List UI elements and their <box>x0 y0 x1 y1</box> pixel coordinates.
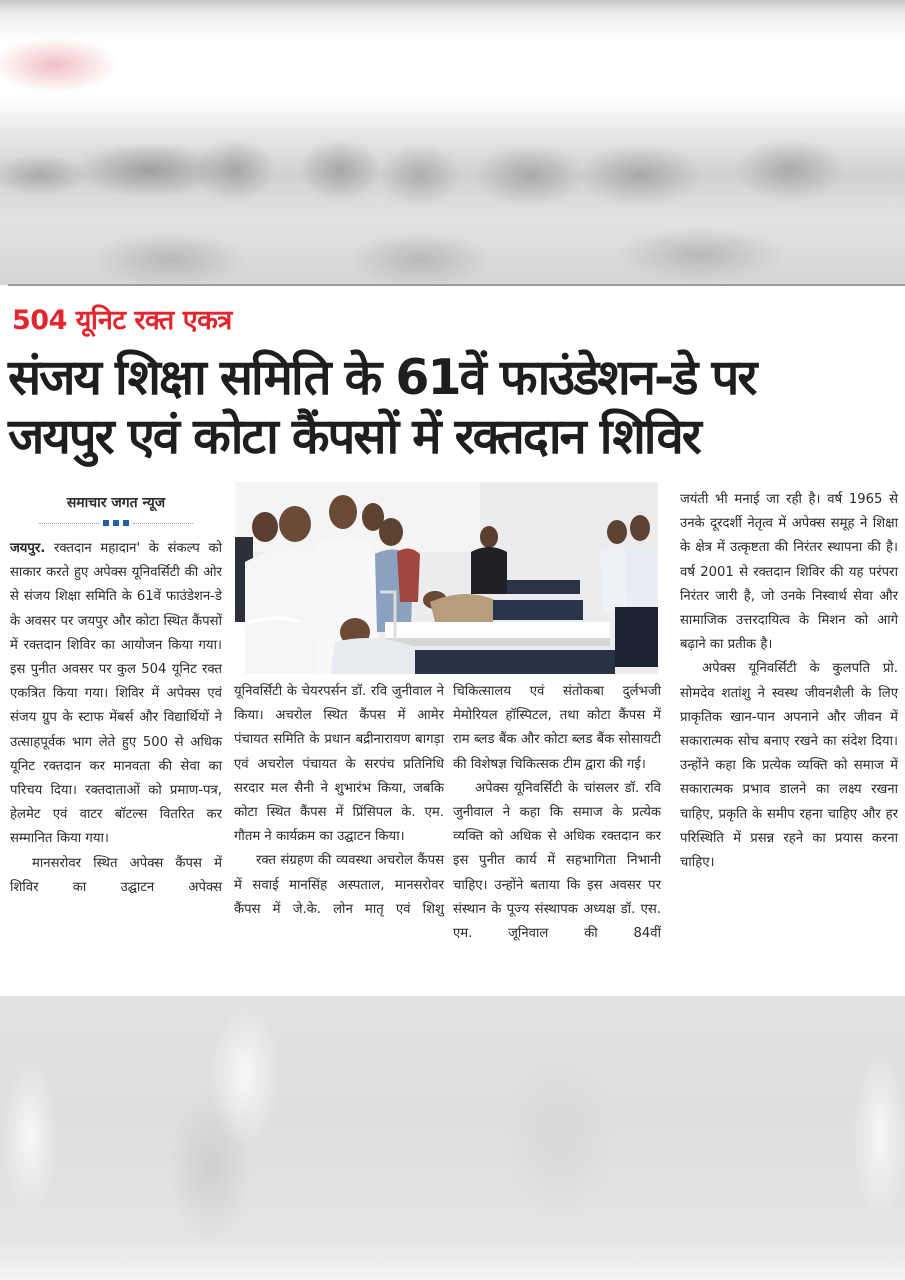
byline-source: समाचार जगत न्यूज <box>66 495 166 511</box>
paragraph: जयपुर. रक्तदान महादान' के संकल्प को साकार करते हुए अपेक्स यूनिवर्सिटी की ओर से संजय शिक्षा समिति के 61वें फाउंडेशन-डे के अवसर पर जयपुर और कोटा स्थित कैंपसों में रक्तदान शिविर का आयोजन किया गया। इस पुनीत अवसर पर कुल 504 यूनिट रक्त एकत्रित किया गया। शिविर में अपेक्स एवं संजय ग्रुप के स्टाफ मेंबर्स और विद्यार्थियों ने उत्साहपूर्वक भाग लेते हुए 500 से अधिक यूनिट रक्तदान कर मानवता की सेवा का परिचय दिया। रक्तदाताओं को प्रमाण-पत्र, हेलमेट एवं वाटर बॉटल्स वितरित कर सम्मानित किया गया। <box>10 541 222 847</box>
paragraph: यूनिवर्सिटी के चेयरपर्सन डॉ. रवि जुनीवाल ने किया। अचरोल स्थित कैंपस में आमेर पंचायत समिति के प्रधान बद्रीनारायण बागड़ा एवं अचरोल पंचायत के सरपंच प्रतिनिधि सरदार मल सैनी ने शुभारंभ किया, जबकि कोटा स्थित कैंपस में प्रिंसिपल के. एम. गौतम ने कार्यक्रम का उद्घाटन किया। <box>234 684 444 845</box>
article-column-2 <box>234 680 444 922</box>
byline <box>10 493 222 526</box>
paragraph: चिकित्सालय एवं संतोकबा दुर्लभजी मेमोरियल हॉस्पिटल, तथा कोटा कैंपस में राम ब्लड बैंक और कोटा ब्लड बैंक सोसायटी की विशेषज्ञ चिकित्सक टीम द्वारा की गई। <box>453 684 661 772</box>
blood-donation-camp-photo <box>235 482 658 674</box>
paragraph: जयंती भी मनाई जा रही है। वर्ष 1965 से उनके दूरदर्शी नेतृत्व में अपेक्स समूह ने शिक्षा के क्षेत्र में उत्कृष्टता की निरंतर स्थापना की है। वर्ष 2001 से रक्तदान शिविर की यह परंपरा निरंतर जारी है, जो उनके निस्वार्थ सेवा और सामाजिक उत्तरदायित्व के मिशन को आगे बढ़ाने का प्रतीक है। <box>680 492 898 653</box>
article-column-3 <box>453 680 661 946</box>
blurred-footer-region <box>0 996 905 1280</box>
news-photo <box>235 482 658 674</box>
article-column-1 <box>10 537 222 900</box>
dateline: जयपुर. <box>10 541 46 556</box>
square-marker-icon <box>123 520 129 526</box>
article-column-4 <box>680 488 898 875</box>
paragraph: अपेक्स यूनिवर्सिटी के चांसलर डॉ. रवि जुनीवाल ने कहा कि समाज के प्रत्येक व्यक्ति को अधिक से अधिक रक्तदान कर इस पुनीत कार्य में सहभागिता निभानी चाहिए। उन्होंने बताया कि इस अवसर पर संस्थान के पूज्य संस्थापक अध्यक्ष डॉ. एस. एम. जूनिवाल की 84वीं <box>453 780 661 942</box>
headline-line-1: संजय शिक्षा समिति के 61वें फाउंडेशन-डे पर <box>8 349 756 406</box>
paragraph: रक्त संग्रहण की व्यवस्था अचरोल कैंपस में सवाई मानसिंह अस्पताल, मानसरोवर कैंपस में जे.के. लोन मातृ एवं शिशु <box>234 853 444 917</box>
headline-line-2: जयपुर एवं कोटा कैंपसों में रक्तदान शिविर <box>8 408 700 465</box>
article-kicker: 504 यूनिट रक्त एकत्र <box>12 305 232 336</box>
paragraph: मानसरोवर स्थित अपेक्स कैंपस में शिविर का उद्घाटन अपेक्स <box>10 855 222 895</box>
dotted-rule-right <box>133 523 193 524</box>
byline-ornament <box>10 520 222 526</box>
dotted-rule-left <box>39 523 99 524</box>
paragraph: अपेक्स यूनिवर्सिटी के कुलपति प्रो. सोमदेव शतांशु ने स्वस्थ जीवनशैली के लिए प्राकृतिक खान-पान अपनाने और जीवन में सकारात्मक सोच बनाए रखने का संदेश दिया। उन्होंने कहा कि प्रत्येक व्यक्ति को समाज में सकारात्मक प्रभाव डालने का लक्ष्य रखना चाहिए, प्रकृति के समीप रहना चाहिए और हर परिस्थिति में प्रसन्न रहने का प्रयास करना चाहिए। <box>680 661 898 871</box>
article-headline <box>8 348 903 466</box>
blurred-header-region <box>0 0 905 285</box>
square-marker-icon <box>103 520 109 526</box>
square-marker-icon <box>113 520 119 526</box>
section-divider <box>8 284 905 286</box>
